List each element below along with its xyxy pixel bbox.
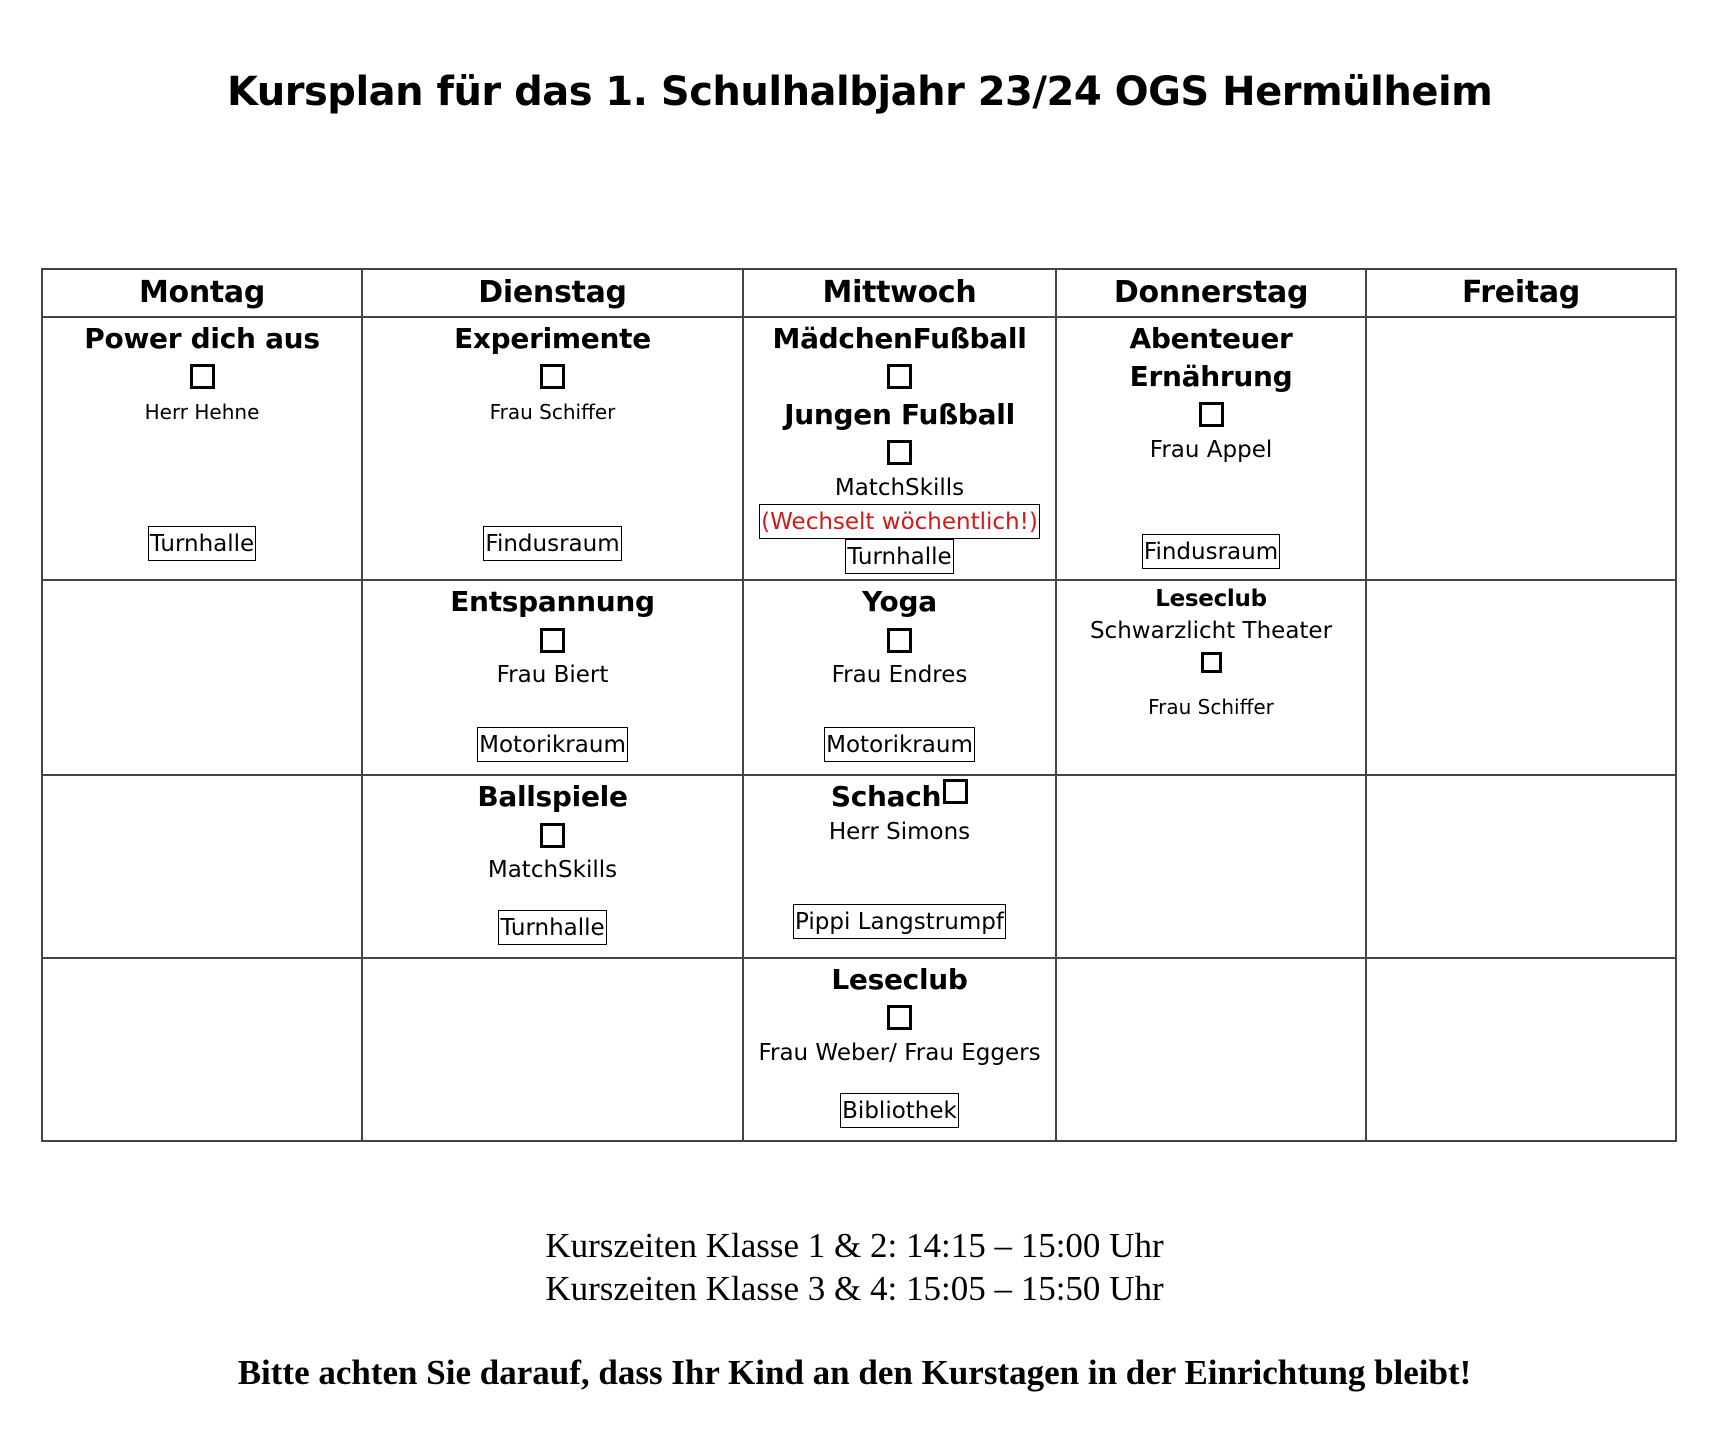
cell-mittwoch-2 [743, 580, 1056, 775]
cell-donnerstag-2 [1056, 580, 1366, 775]
alternation-note: (Wechselt wöchentlich!) [759, 504, 1040, 539]
parent-notice: Bitte achten Sie darauf, dass Ihr Kind an den Kurstagen in der Einrichtung bleibt! [237, 1353, 1472, 1392]
room-label: Motorikraum [477, 727, 628, 762]
course-name: Entspannung [450, 585, 655, 619]
course-leader: MatchSkills [487, 857, 618, 884]
course-leader: Frau Schiffer [1148, 695, 1274, 720]
course-name: Jungen Fußball [784, 398, 1015, 432]
course-name: Yoga [862, 585, 937, 619]
cell-mittwoch-1 [743, 317, 1056, 580]
cell-donnerstag-1 [1056, 317, 1366, 580]
cell-freitag-2 [1366, 580, 1676, 775]
course-leader: MatchSkills [834, 475, 965, 502]
cell-freitag-3 [1366, 775, 1676, 958]
signup-checkbox[interactable] [540, 364, 565, 389]
room-label: Turnhalle [498, 910, 606, 945]
cell-montag-2 [42, 580, 362, 775]
schedule-row-1 [42, 317, 1676, 580]
cell-montag-3 [42, 775, 362, 958]
signup-checkbox[interactable] [943, 779, 968, 804]
room-label: Motorikraum [824, 727, 975, 762]
course-name: Ernährung [1129, 360, 1293, 394]
signup-checkbox[interactable] [887, 440, 912, 465]
course-name: Leseclub [1155, 586, 1267, 613]
cell-donnerstag-4 [1056, 958, 1366, 1141]
course-subtitle: Schwarzlicht Theater [1089, 618, 1333, 645]
cell-dienstag-2 [362, 580, 743, 775]
page-title: Kursplan für das 1. Schulhalbjahr 23/24 OGS Hermülheim [227, 69, 1493, 115]
course-name: Experimente [454, 322, 651, 356]
cell-donnerstag-3 [1056, 775, 1366, 958]
room-label: Turnhalle [148, 526, 256, 561]
room-label: Findusraum [483, 526, 621, 561]
course-leader: Frau Biert [496, 662, 609, 689]
course-name: Abenteuer [1129, 322, 1293, 356]
schedule-row-3 [42, 775, 1676, 958]
signup-checkbox[interactable] [1199, 402, 1224, 427]
cell-freitag-4 [1366, 958, 1676, 1141]
course-name: MädchenFußball [772, 322, 1027, 356]
cell-montag-1 [42, 317, 362, 580]
room-label: Bibliothek [840, 1093, 959, 1128]
course-leader: Frau Weber/ Frau Eggers [758, 1040, 1041, 1067]
signup-checkbox[interactable] [887, 1005, 912, 1030]
course-leader: Frau Schiffer [489, 400, 616, 425]
signup-checkbox[interactable] [190, 364, 215, 389]
course-name: Power dich aus [84, 322, 320, 356]
day-header-montag: Montag [42, 269, 362, 317]
course-name: Schach [830, 780, 942, 814]
signup-checkbox[interactable] [1201, 652, 1222, 673]
cell-mittwoch-4 [743, 958, 1056, 1141]
course-leader: Herr Hehne [144, 400, 260, 425]
cell-dienstag-1 [362, 317, 743, 580]
course-times-class-3-4: Kurszeiten Klasse 3 & 4: 15:05 – 15:50 Uhr [545, 1269, 1164, 1308]
course-times-class-1-2: Kurszeiten Klasse 1 & 2: 14:15 – 15:00 Uhr [545, 1226, 1164, 1265]
header-row [42, 269, 1676, 317]
cell-dienstag-3 [362, 775, 743, 958]
course-leader: Frau Appel [1149, 437, 1273, 464]
course-name: Leseclub [831, 963, 968, 997]
day-header-donnerstag: Donnerstag [1056, 269, 1366, 317]
room-label: Findusraum [1142, 534, 1280, 569]
signup-checkbox[interactable] [887, 364, 912, 389]
cell-dienstag-4 [362, 958, 743, 1141]
course-leader: Frau Endres [831, 662, 968, 689]
course-name: Ballspiele [477, 780, 628, 814]
room-label: Pippi Langstrumpf [793, 904, 1006, 939]
room-label: Turnhalle [845, 539, 953, 574]
schedule-row-4 [42, 958, 1676, 1141]
cell-freitag-1 [1366, 317, 1676, 580]
signup-checkbox[interactable] [540, 823, 565, 848]
day-header-mittwoch: Mittwoch [743, 269, 1056, 317]
cell-mittwoch-3 [743, 775, 1056, 958]
course-schedule-table [41, 268, 1677, 1142]
course-leader: Herr Simons [828, 819, 971, 846]
cell-montag-4 [42, 958, 362, 1141]
signup-checkbox[interactable] [887, 628, 912, 653]
day-header-dienstag: Dienstag [362, 269, 743, 317]
signup-checkbox[interactable] [540, 628, 565, 653]
schedule-row-2 [42, 580, 1676, 775]
day-header-freitag: Freitag [1366, 269, 1676, 317]
